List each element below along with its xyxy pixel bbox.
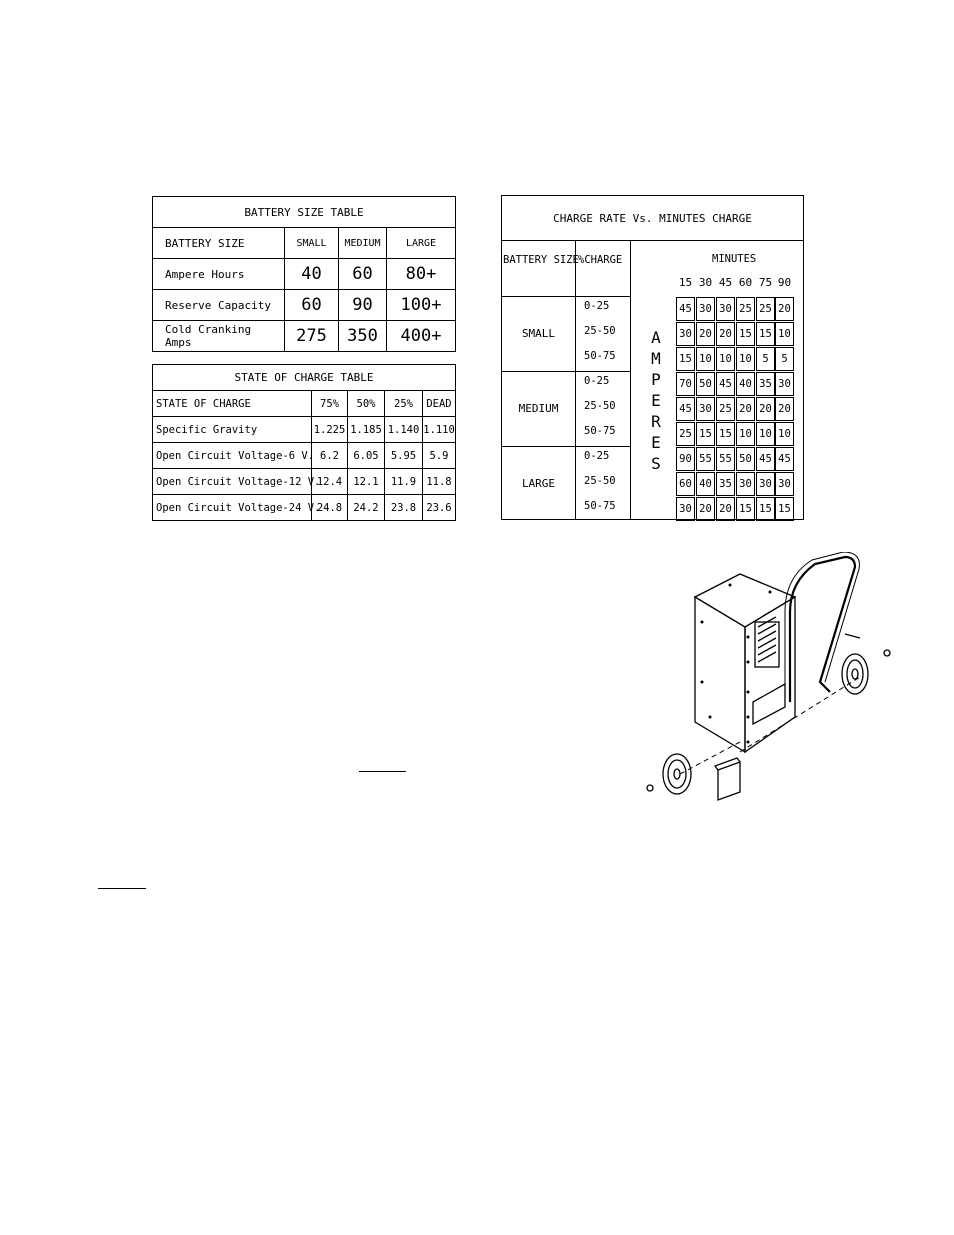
amperes-cell: 15 xyxy=(756,497,775,521)
minutes-header: MINUTES xyxy=(712,253,757,265)
row-label: Open Circuit Voltage-6 V. xyxy=(153,443,312,469)
cell-value: 60 xyxy=(339,259,387,290)
cell-value: 90 xyxy=(339,290,387,321)
amperes-cell: 15 xyxy=(736,322,755,346)
cell-value: 1.110 xyxy=(423,417,456,443)
amperes-cell: 20 xyxy=(716,497,735,521)
row-label: Cold Cranking Amps xyxy=(153,321,285,352)
amperes-cell: 30 xyxy=(696,397,715,421)
amperes-cell: 30 xyxy=(716,297,735,321)
charge-range-label: 25-50 xyxy=(584,475,616,487)
row-label: Specific Gravity xyxy=(153,417,312,443)
amperes-cell: 45 xyxy=(676,397,695,421)
charge-range-label: 25-50 xyxy=(584,325,616,337)
amperes-cell: 10 xyxy=(775,422,794,446)
cell-value: 5.9 xyxy=(423,443,456,469)
cell-value: 275 xyxy=(285,321,339,352)
cell-value: 24.2 xyxy=(348,495,385,521)
amperes-cell: 30 xyxy=(676,497,695,521)
minutes-column-label: 15 xyxy=(678,276,693,289)
header-25: 25% xyxy=(385,391,423,417)
amperes-cell: 5 xyxy=(756,347,775,371)
amperes-cell: 30 xyxy=(775,472,794,496)
charge-range-label: 25-50 xyxy=(584,400,616,412)
amperes-cell: 40 xyxy=(736,372,755,396)
amperes-cell: 60 xyxy=(676,472,695,496)
amperes-cell: 55 xyxy=(696,447,715,471)
cell-value: 5.95 xyxy=(385,443,423,469)
table-row xyxy=(153,321,456,352)
underline-mark xyxy=(98,888,146,889)
battery-size-group-label: MEDIUM xyxy=(518,402,559,415)
amperes-cell: 10 xyxy=(736,422,755,446)
amperes-letter: E xyxy=(651,391,661,410)
amperes-cell: 25 xyxy=(756,297,775,321)
charge-range-label: 0-25 xyxy=(584,300,610,312)
amperes-cell: 20 xyxy=(696,322,715,346)
minutes-column-label: 30 xyxy=(698,276,713,289)
charge-header: %CHARGE xyxy=(578,254,623,266)
amperes-cell: 10 xyxy=(696,347,715,371)
charge-range-label: 50-75 xyxy=(584,350,616,362)
amperes-cell: 10 xyxy=(775,322,794,346)
table-row xyxy=(153,417,456,443)
battery-size-group-label: LARGE xyxy=(521,477,556,490)
amperes-cell: 90 xyxy=(676,447,695,471)
heat-sink-fins-icon xyxy=(755,617,779,667)
header-large: LARGE xyxy=(387,228,456,259)
minutes-column-label: 90 xyxy=(777,276,792,289)
minutes-column-label: 60 xyxy=(738,276,753,289)
header-state-of-charge: STATE OF CHARGE xyxy=(153,391,312,417)
header-small: SMALL xyxy=(285,228,339,259)
cell-value: 12.1 xyxy=(348,469,385,495)
header-battery-size: BATTERY SIZE xyxy=(153,228,285,259)
bracket-icon xyxy=(715,758,740,800)
cell-value: 40 xyxy=(285,259,339,290)
cell-value: 100+ xyxy=(387,290,456,321)
battery-size-table-title: BATTERY SIZE TABLE xyxy=(153,197,456,228)
amperes-cell: 10 xyxy=(756,422,775,446)
header-medium: MEDIUM xyxy=(339,228,387,259)
cell-value: 11.9 xyxy=(385,469,423,495)
table-row xyxy=(153,469,456,495)
amperes-cell: 70 xyxy=(676,372,695,396)
amperes-cell: 25 xyxy=(716,397,735,421)
amperes-cell: 15 xyxy=(676,347,695,371)
amperes-cell: 20 xyxy=(775,297,794,321)
cell-value: 6.2 xyxy=(312,443,348,469)
table-row xyxy=(153,495,456,521)
amperes-cell: 50 xyxy=(736,447,755,471)
amperes-cell: 20 xyxy=(775,397,794,421)
wheel-icon xyxy=(842,654,868,694)
amperes-cell: 15 xyxy=(756,322,775,346)
amperes-cell: 15 xyxy=(775,497,794,521)
cell-value: 1.185 xyxy=(348,417,385,443)
battery-size-header: BATTERY SIZE xyxy=(503,254,579,266)
charge-rate-table xyxy=(501,195,804,520)
amperes-cell: 30 xyxy=(676,322,695,346)
cell-value: 350 xyxy=(339,321,387,352)
amperes-cell: 45 xyxy=(775,447,794,471)
cell-value: 80+ xyxy=(387,259,456,290)
row-label: Reserve Capacity xyxy=(153,290,285,321)
wheel-icon xyxy=(663,754,691,794)
amperes-cell: 20 xyxy=(736,397,755,421)
cell-value: 1.225 xyxy=(312,417,348,443)
charge-range-label: 50-75 xyxy=(584,425,616,437)
table-row xyxy=(153,290,456,321)
amperes-cell: 45 xyxy=(756,447,775,471)
state-of-charge-table xyxy=(152,364,456,521)
amperes-cell: 20 xyxy=(716,322,735,346)
amperes-cell: 25 xyxy=(736,297,755,321)
header-dead: DEAD xyxy=(423,391,456,417)
cell-value: 11.8 xyxy=(423,469,456,495)
amperes-cell: 15 xyxy=(736,497,755,521)
amperes-cell: 30 xyxy=(756,472,775,496)
amperes-letter: S xyxy=(651,454,661,473)
table-row xyxy=(153,259,456,290)
battery-charger-cart-illustration xyxy=(640,552,900,802)
cell-value: 23.6 xyxy=(423,495,456,521)
amperes-cell: 15 xyxy=(716,422,735,446)
amperes-cell: 5 xyxy=(775,347,794,371)
amperes-letter: P xyxy=(651,370,661,389)
amperes-cell: 10 xyxy=(716,347,735,371)
amperes-cell: 55 xyxy=(716,447,735,471)
amperes-cell: 10 xyxy=(736,347,755,371)
cell-value: 1.140 xyxy=(385,417,423,443)
battery-size-table xyxy=(152,196,456,352)
amperes-cell: 30 xyxy=(775,372,794,396)
battery-size-group-label: SMALL xyxy=(521,327,556,340)
amperes-cell: 20 xyxy=(756,397,775,421)
header-50: 50% xyxy=(348,391,385,417)
underline-mark xyxy=(359,771,406,772)
amperes-cell: 45 xyxy=(676,297,695,321)
row-label: Open Circuit Voltage-24 V. xyxy=(153,495,312,521)
charge-range-label: 0-25 xyxy=(584,375,610,387)
amperes-cell: 30 xyxy=(736,472,755,496)
amperes-cell: 30 xyxy=(696,297,715,321)
amperes-letter: E xyxy=(651,433,661,452)
minutes-column-label: 75 xyxy=(758,276,773,289)
amperes-letter: R xyxy=(651,412,661,431)
row-label: Open Circuit Voltage-12 V. xyxy=(153,469,312,495)
row-label: Ampere Hours xyxy=(153,259,285,290)
table-row xyxy=(153,443,456,469)
header-75: 75% xyxy=(312,391,348,417)
amperes-cell: 45 xyxy=(716,372,735,396)
amperes-letter: A xyxy=(651,328,661,347)
amperes-cell: 50 xyxy=(696,372,715,396)
charge-range-label: 0-25 xyxy=(584,450,610,462)
state-of-charge-table-title: STATE OF CHARGE TABLE xyxy=(153,365,456,391)
cell-value: 6.05 xyxy=(348,443,385,469)
minutes-column-label: 45 xyxy=(718,276,733,289)
amperes-cell: 35 xyxy=(756,372,775,396)
cell-value: 12.4 xyxy=(312,469,348,495)
cell-value: 23.8 xyxy=(385,495,423,521)
amperes-cell: 15 xyxy=(696,422,715,446)
cell-value: 60 xyxy=(285,290,339,321)
charge-range-label: 50-75 xyxy=(584,500,616,512)
amperes-cell: 35 xyxy=(716,472,735,496)
amperes-cell: 25 xyxy=(676,422,695,446)
cell-value: 24.8 xyxy=(312,495,348,521)
amperes-letter: M xyxy=(651,349,661,368)
cell-value: 400+ xyxy=(387,321,456,352)
amperes-cell: 40 xyxy=(696,472,715,496)
amperes-cell: 20 xyxy=(696,497,715,521)
charge-rate-table-title: CHARGE RATE Vs. MINUTES CHARGE xyxy=(553,212,752,225)
